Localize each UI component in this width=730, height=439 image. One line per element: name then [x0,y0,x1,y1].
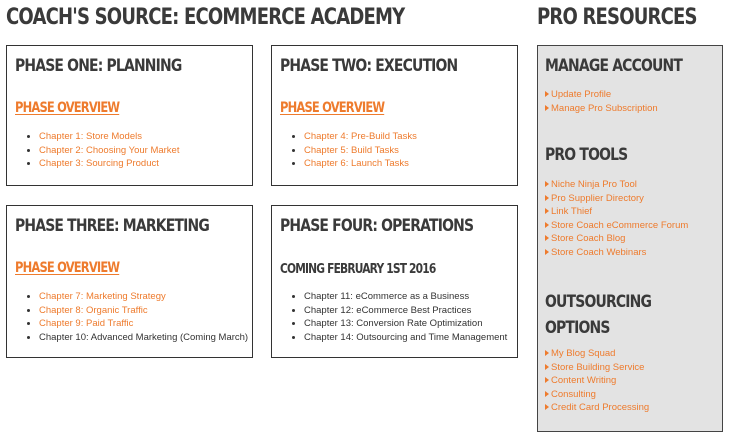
arrow-right-icon [545,249,549,255]
chapter-label: Chapter 11: eCommerce as a Business [304,291,470,302]
arrow-right-icon [545,91,549,97]
outsourcing-links [545,347,649,415]
sidebar-link[interactable] [545,388,649,402]
manage-account-links [545,88,658,115]
chapter-label: Chapter 13: Conversion Rate Optimization [304,318,483,329]
chapter-link[interactable]: Chapter 5: Build Tasks [304,144,399,156]
list-item [304,331,507,345]
outsourcing-heading [545,289,651,341]
outsourcing-heading-line1: OUTSOURCING [545,292,652,312]
manage-account-heading: MANAGE ACCOUNT [545,56,683,76]
list-item[interactable] [39,317,248,331]
chapter-link[interactable]: Chapter 8: Organic Traffic [39,304,148,316]
chapter-link[interactable]: Chapter 6: Launch Tasks [304,158,409,169]
list-item [304,317,507,331]
sidebar-link[interactable] [545,88,658,102]
page-title: COACH'S SOURCE: ECOMMERCE ACADEMY [6,5,405,30]
list-item[interactable] [39,290,248,304]
list-item [39,331,248,345]
outsourcing-heading-line2: OPTIONS [545,318,610,338]
sidebar-link-label[interactable]: Niche Ninja Pro Tool [551,179,637,190]
chapter-link[interactable]: Chapter 2: Choosing Your Market [39,144,180,156]
sidebar-link-label[interactable]: Pro Supplier Directory [551,192,644,204]
sidebar-link[interactable] [545,178,688,192]
sidebar-link[interactable] [545,102,658,116]
list-item[interactable] [39,157,179,171]
phase-three-card [6,205,253,358]
coming-soon-label: COMING FEBRUARY 1ST 2016 [280,262,436,277]
list-item[interactable] [304,144,417,158]
pro-resources-sidebar [537,45,723,432]
arrow-right-icon [545,235,549,241]
pro-tools-heading: PRO TOOLS [545,145,628,165]
phase-four-title: PHASE FOUR: OPERATIONS [280,216,474,236]
chapter-link[interactable]: Chapter 3: Sourcing Product [39,158,159,169]
arrow-right-icon [545,364,549,370]
sidebar-link-label[interactable]: Credit Card Processing [551,402,650,414]
arrow-right-icon [545,377,549,383]
arrow-right-icon [545,181,549,187]
arrow-right-icon [545,222,549,228]
chapter-label: Chapter 12: eCommerce Best Practices [304,304,472,316]
phase-two-title: PHASE TWO: EXECUTION [280,56,458,76]
sidebar-link[interactable] [545,219,688,233]
chapter-label: Chapter 14: Outsourcing and Time Management [304,331,508,343]
sidebar-link[interactable] [545,232,688,246]
sidebar-link[interactable] [545,347,649,361]
sidebar-link[interactable] [545,401,649,415]
phase-four-chapter-list [286,290,507,344]
list-item[interactable] [39,304,248,318]
sidebar-link[interactable] [545,374,649,388]
phase-two-card [271,45,518,186]
arrow-right-icon [545,404,549,410]
sidebar-link[interactable] [545,192,688,206]
sidebar-link-label[interactable]: Store Coach Blog [551,233,626,245]
list-item [304,290,507,304]
sidebar-link-label[interactable]: Update Profile [551,89,612,100]
phase-two-overview-link[interactable]: PHASE OVERVIEW [280,100,385,116]
sidebar-link[interactable] [545,205,688,219]
list-item[interactable] [304,130,417,144]
arrow-right-icon [545,105,549,111]
list-item[interactable] [39,144,179,158]
sidebar-link-label[interactable]: Store Building Service [551,361,645,373]
chapter-link[interactable]: Chapter 1: Store Models [39,131,142,142]
chapter-link[interactable]: Chapter 7: Marketing Strategy [39,291,166,302]
arrow-right-icon [545,208,549,214]
arrow-right-icon [545,350,549,356]
sidebar-link-label[interactable]: Content Writing [551,375,617,387]
phase-two-chapter-list [286,130,417,171]
sidebar-link[interactable] [545,246,688,260]
pro-tools-links [545,178,688,260]
sidebar-link[interactable] [545,361,649,375]
phase-one-title: PHASE ONE: PLANNING [15,56,182,76]
phase-three-chapter-list [21,290,248,344]
chapter-link[interactable]: Chapter 4: Pre-Build Tasks [304,131,417,142]
sidebar-link-label[interactable]: Link Thief [551,206,593,218]
phase-three-title: PHASE THREE: MARKETING [15,216,209,236]
phase-one-chapter-list [21,130,179,171]
list-item [304,304,507,318]
arrow-right-icon [545,391,549,397]
phase-one-overview-link[interactable]: PHASE OVERVIEW [15,100,120,116]
arrow-right-icon [545,195,549,201]
sidebar-link-label[interactable]: My Blog Squad [551,348,616,359]
sidebar-link-label[interactable]: Store Coach Webinars [551,246,647,258]
sidebar-link-label[interactable]: Manage Pro Subscription [551,102,658,114]
phase-three-overview-link[interactable]: PHASE OVERVIEW [15,260,120,276]
chapter-label: Chapter 10: Advanced Marketing (Coming March) [39,331,249,343]
phase-four-card [271,205,518,358]
sidebar-link-label[interactable]: Consulting [551,388,596,400]
sidebar-link-label[interactable]: Store Coach eCommerce Forum [551,219,689,231]
sidebar-title: PRO RESOURCES [537,5,697,30]
phase-one-card [6,45,253,186]
chapter-link[interactable]: Chapter 9: Paid Traffic [39,318,134,329]
list-item[interactable] [304,157,417,171]
list-item[interactable] [39,130,179,144]
